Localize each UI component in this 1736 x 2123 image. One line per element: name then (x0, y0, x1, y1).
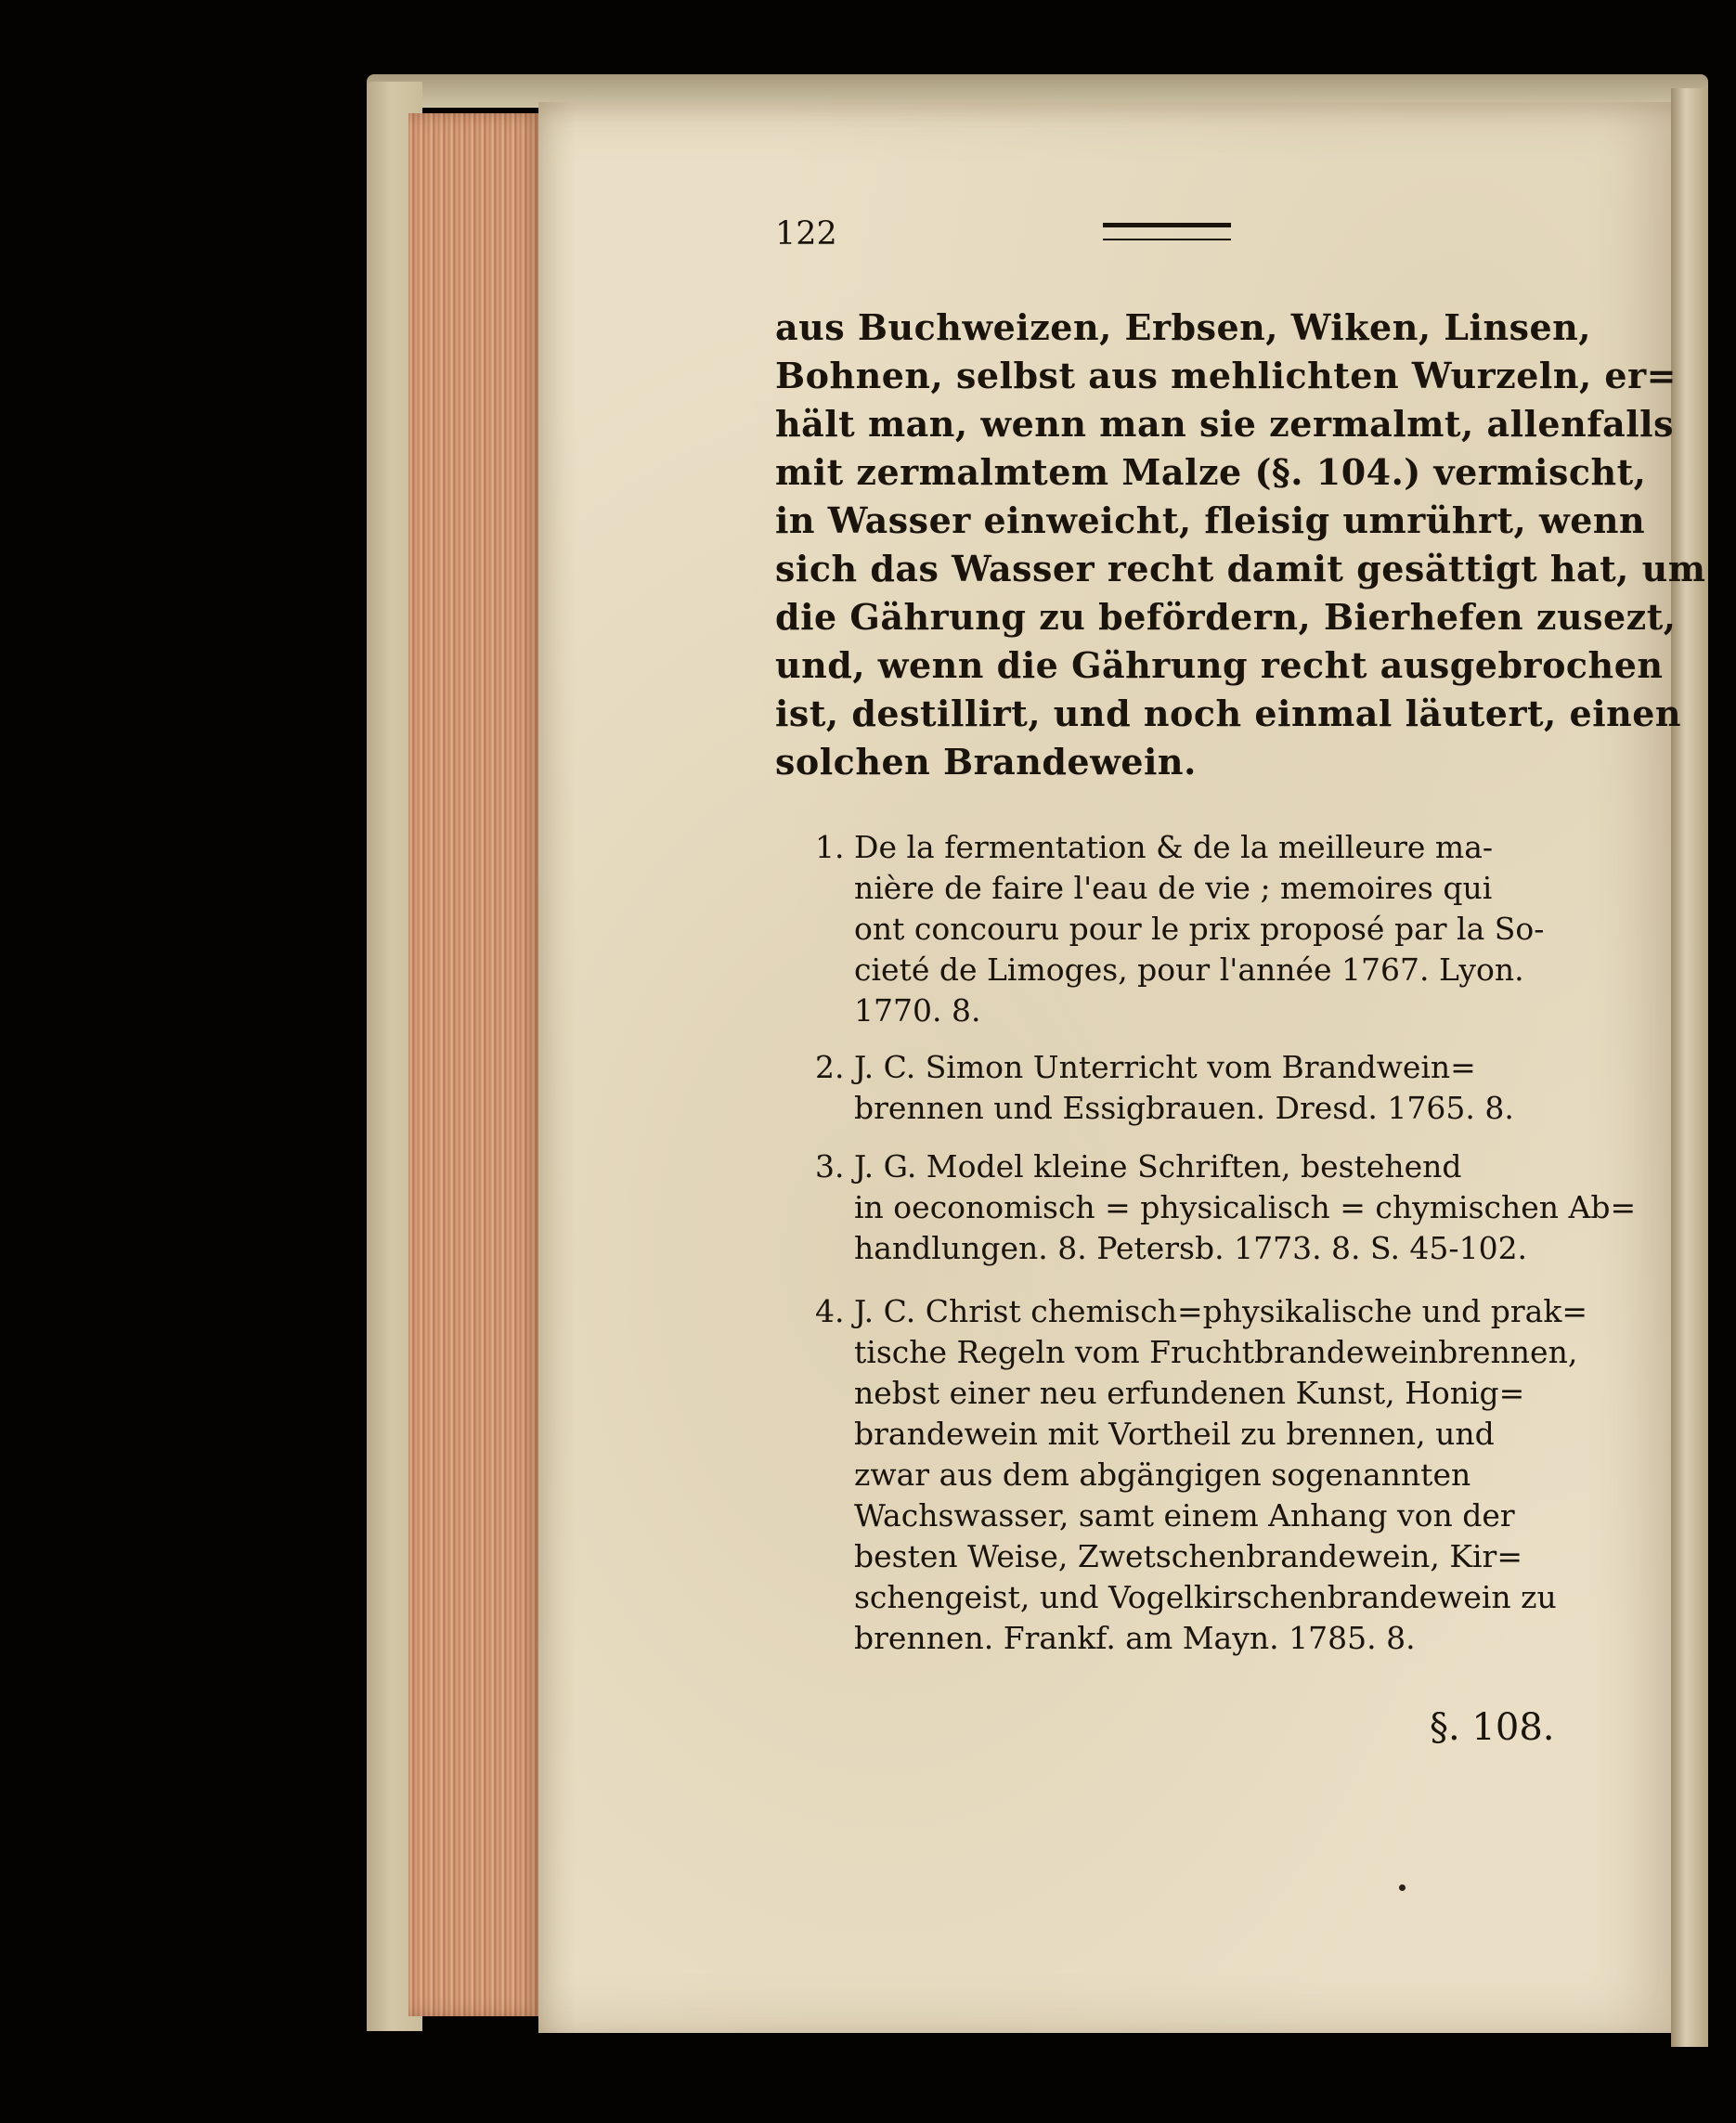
footnote-line: nière de faire l'eau de vie ; memoires qui (854, 870, 1493, 906)
ink-speck (1399, 1884, 1406, 1891)
footnote-line: zwar aus dem abgängigen sogenannten (854, 1456, 1471, 1493)
body-line: ist, destillirt, und noch einmal läutert, einen (775, 693, 1682, 734)
footnote-line: in oeconomisch = physicalisch = chymischen Ab= (854, 1189, 1637, 1225)
footnote-line: cieté de Limoges, pour l'année 1767. Lyon. (854, 951, 1524, 988)
body-line: hält man, wenn man sie zermalmt, allenfalls (775, 403, 1674, 445)
footnote-number: 1. (815, 829, 845, 865)
body-line: aus Buchweizen, Erbsen, Wiken, Linsen, (775, 306, 1592, 348)
footnote-number: 2. (815, 1049, 845, 1085)
catchword: §. 108. (1430, 1706, 1555, 1749)
footnote-line: schengeist, und Vogelkirschenbrandewein zu (854, 1579, 1557, 1615)
footnote-number: 4. (815, 1293, 845, 1329)
book-gutter (1671, 88, 1708, 2047)
footnote-line: J. C. Simon Unterricht vom Brandwein= (854, 1049, 1476, 1085)
footnote-number: 3. (815, 1148, 845, 1184)
body-line: sich das Wasser recht damit gesättigt hat, um (775, 548, 1706, 589)
footnote-line: ont concouru pour le prix proposé par la So- (854, 911, 1545, 947)
footnote-line: nebst einer neu erfundenen Kunst, Honig= (854, 1375, 1525, 1411)
body-line: und, wenn die Gährung recht ausgebrochen (775, 644, 1664, 686)
header-rule (1103, 223, 1231, 240)
footnote-line: handlungen. 8. Petersb. 1773. 8. S. 45-102. (854, 1230, 1528, 1266)
footnote-line: De la fermentation & de la meilleure ma- (854, 829, 1494, 865)
body-line: Bohnen, selbst aus mehlichten Wurzeln, er= (775, 355, 1677, 396)
footnote-line: brandewein mit Vortheil zu brennen, und (854, 1416, 1495, 1452)
footnote-line: J. C. Christ chemisch=physikalische und prak= (854, 1293, 1587, 1329)
page-edges (408, 113, 543, 2016)
footnote-line: J. G. Model kleine Schriften, bestehend (854, 1148, 1462, 1184)
body-line: solchen Brandewein. (775, 741, 1197, 783)
footnote-line: besten Weise, Zwetschenbrandewein, Kir= (854, 1538, 1522, 1574)
footnote-line: tische Regeln vom Fruchtbrandeweinbrennen, (854, 1334, 1578, 1370)
footnote-line: brennen und Essigbrauen. Dresd. 1765. 8. (854, 1090, 1514, 1126)
body-line: die Gährung zu befördern, Bierhefen zusezt, (775, 596, 1677, 638)
footnote-line: 1770. 8. (854, 992, 981, 1029)
page-number: 122 (775, 215, 837, 252)
footnote-line: Wachswasser, samt einem Anhang von der (854, 1497, 1515, 1534)
footnote-line: brennen. Frankf. am Mayn. 1785. 8. (854, 1620, 1416, 1656)
body-line: in Wasser einweicht, fleisig umrührt, wenn (775, 499, 1646, 541)
body-line: mit zermalmtem Malze (§. 104.) vermischt, (775, 451, 1647, 493)
